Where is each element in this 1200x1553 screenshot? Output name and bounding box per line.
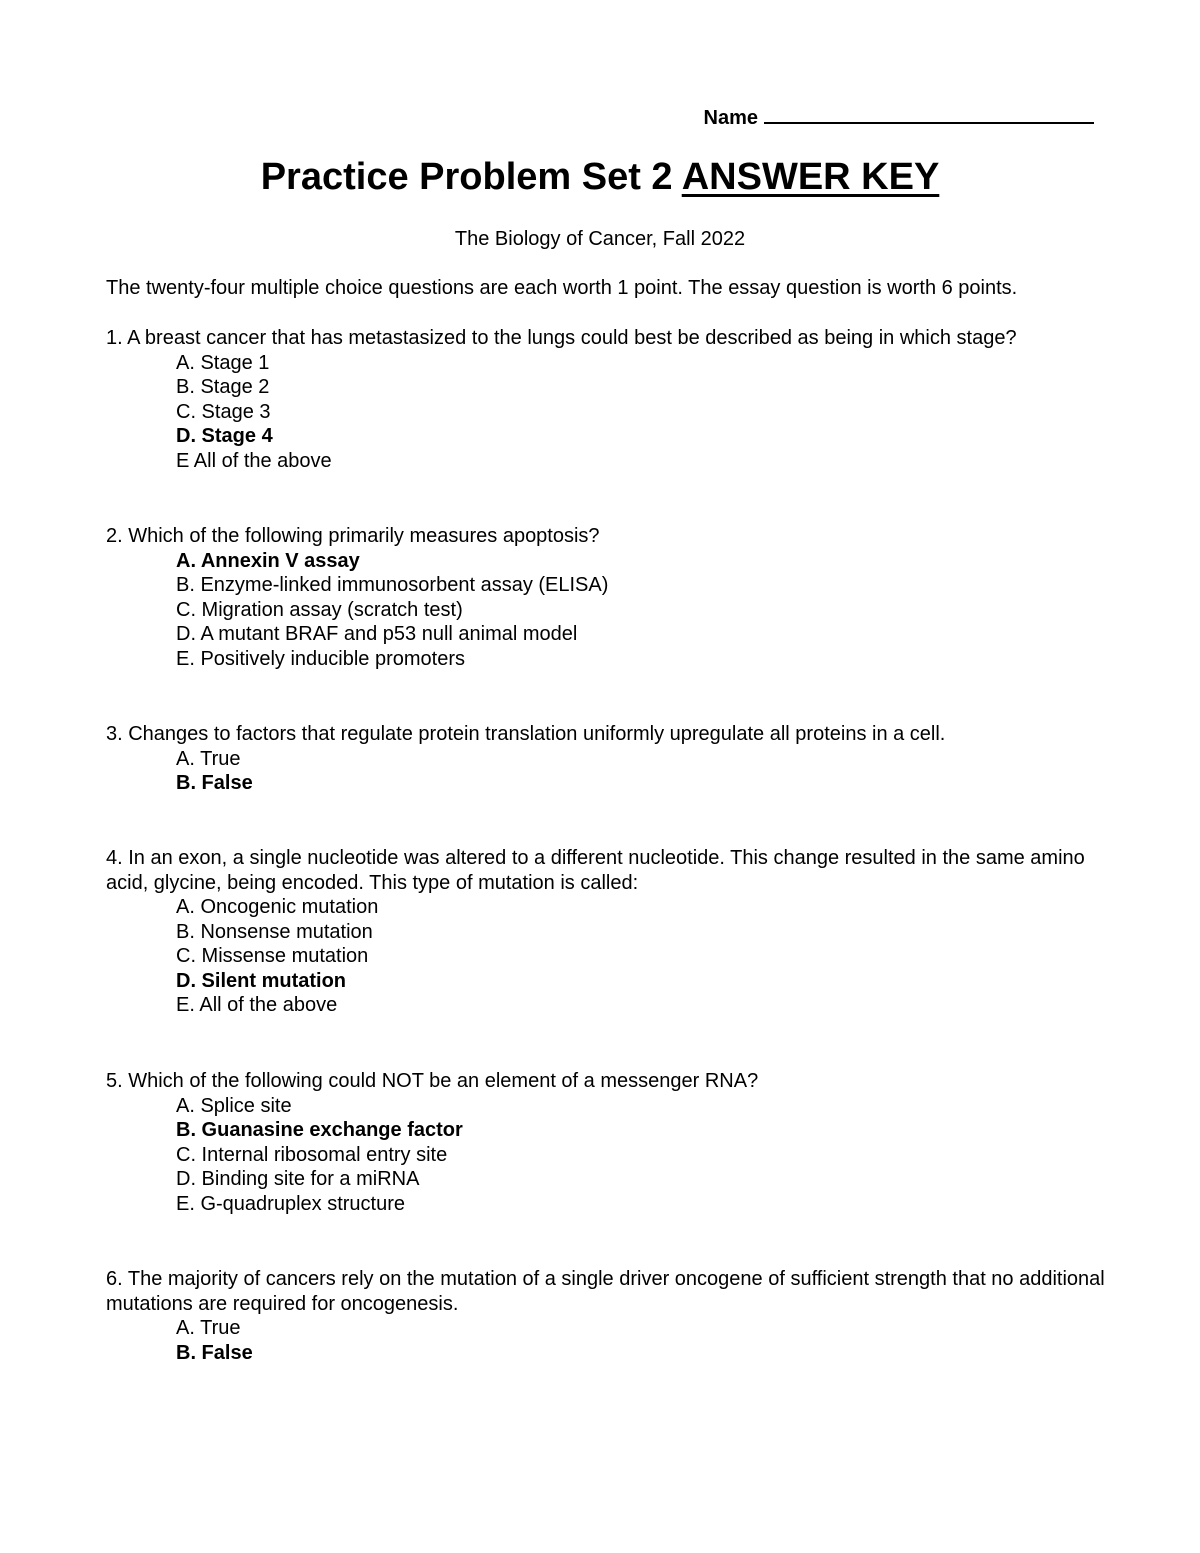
question-stem: 1. A breast cancer that has metastasized to the lungs could best be described as being in which stage?: [106, 327, 1017, 349]
choice-c: C. Internal ribosomal entry site: [176, 1143, 448, 1166]
question-6: [106, 1267, 1106, 1365]
question-stem: 2. Which of the following primarily measures apoptosis?: [106, 525, 600, 547]
choice-c: C. Migration assay (scratch test): [176, 598, 463, 621]
choice-d-correct: D. Silent mutation: [176, 969, 346, 992]
question-5: [106, 1069, 1106, 1216]
page-title: [0, 156, 1200, 199]
course-subtitle: The Biology of Cancer, Fall 2022: [454, 228, 746, 250]
name-field: [704, 106, 1094, 130]
choice-d: D. Binding site for a miRNA: [176, 1168, 420, 1190]
choice-e: E. G-quadruplex structure: [176, 1192, 405, 1215]
choice-a: A. Oncogenic mutation: [176, 896, 379, 918]
choice-a-correct: A. Annexin V assay: [176, 549, 360, 572]
title-main: Practice Problem Set 2: [260, 156, 673, 198]
choice-list: [106, 747, 1106, 796]
title-answer-key: ANSWER KEY: [681, 156, 940, 198]
choice-c: C. Stage 3: [176, 400, 271, 423]
choice-a: A. True: [176, 1317, 241, 1339]
choice-d: D. A mutant BRAF and p53 null animal model: [176, 623, 578, 645]
choice-d-correct: D. Stage 4: [176, 425, 273, 447]
choice-b: B. Enzyme-linked immunosorbent assay (ELISA): [176, 574, 609, 596]
choice-e: E. Positively inducible promoters: [176, 647, 466, 670]
choice-a: A. True: [176, 747, 241, 770]
choice-b-correct: B. False: [176, 1341, 253, 1364]
choice-e: E. All of the above: [176, 994, 338, 1016]
choice-b: B. Nonsense mutation: [176, 920, 373, 943]
question-stem: 4. In an exon, a single nucleotide was altered to a different nucleotide. This change resulted in the same amino acid, glycine, being encoded. This type of mutation is called:: [106, 847, 1085, 894]
choice-list: [106, 351, 1106, 474]
question-3: [106, 722, 1106, 796]
choice-list: [106, 895, 1106, 1018]
choice-b-correct: B. Guanasine exchange factor: [176, 1119, 463, 1141]
instructions: The twenty-four multiple choice questions are each worth 1 point. The essay question is worth 6 points.: [106, 277, 1018, 299]
question-1: [106, 326, 1106, 473]
choice-list: [106, 549, 1106, 672]
question-stem: 3. Changes to factors that regulate protein translation uniformly upregulate all proteins in a cell.: [106, 723, 946, 745]
name-label: Name: [703, 107, 758, 129]
question-2: [106, 524, 1106, 671]
name-blank-line: [764, 106, 1094, 124]
question-stem: 6. The majority of cancers rely on the mutation of a single driver oncogene of sufficient strength that no additional mutations are required for oncogenesis.: [106, 1268, 1105, 1315]
choice-b: B. Stage 2: [176, 376, 270, 398]
choice-list: [106, 1316, 1106, 1365]
choice-b-correct: B. False: [176, 772, 253, 794]
question-4: [106, 846, 1106, 1018]
choice-list: [106, 1094, 1106, 1217]
choice-a: A. Stage 1: [176, 351, 270, 374]
choice-a: A. Splice site: [176, 1094, 292, 1117]
choice-c: C. Missense mutation: [176, 945, 369, 967]
question-stem: 5. Which of the following could NOT be an element of a messenger RNA?: [106, 1070, 759, 1092]
choice-e: E All of the above: [176, 449, 332, 472]
